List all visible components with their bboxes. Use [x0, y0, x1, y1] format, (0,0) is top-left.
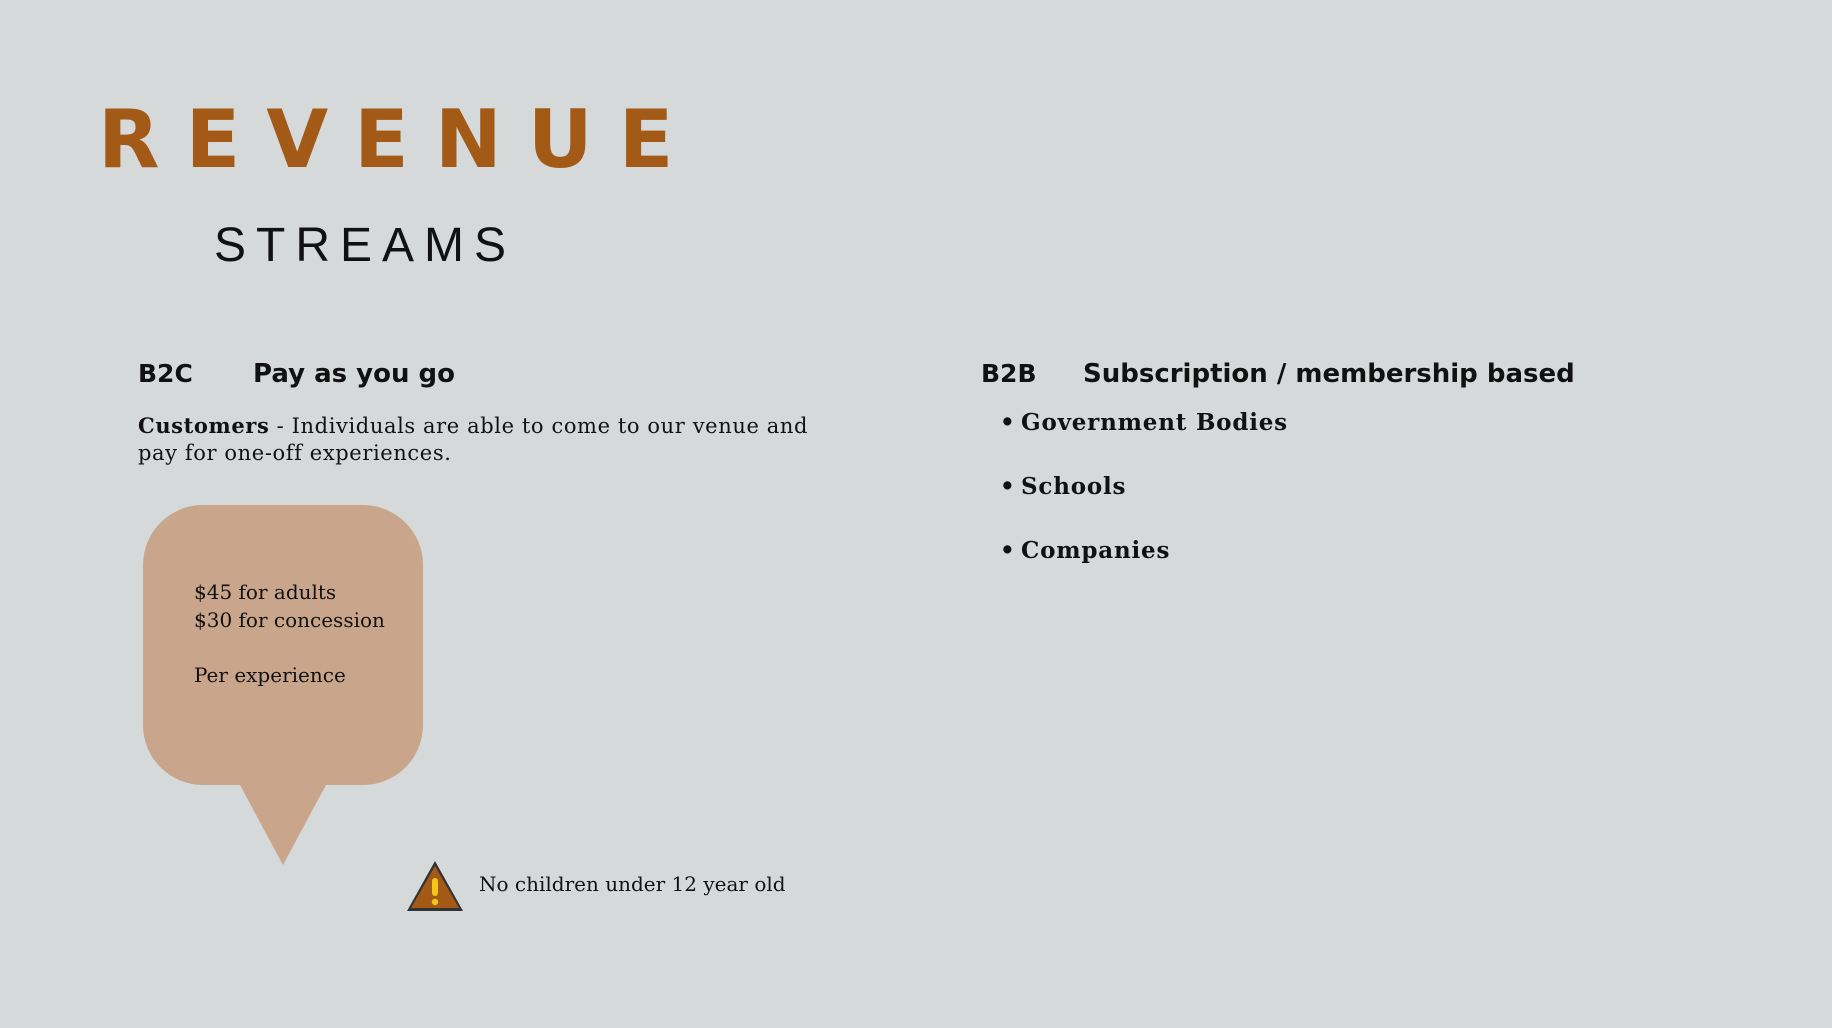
- pricing-speech-bubble-tail: [239, 783, 327, 865]
- list-item: [1000, 539, 1288, 603]
- bullet-icon: •: [1000, 409, 1016, 436]
- list-item: [1000, 475, 1288, 539]
- title-streams: STREAMS: [214, 219, 517, 272]
- b2c-heading: Pay as you go: [253, 359, 456, 389]
- b2c-tag: B2C: [138, 359, 193, 388]
- bullet-icon: •: [1000, 473, 1016, 500]
- price-adults: $45 for adults: [194, 580, 337, 604]
- title-revenue: REVENUE: [98, 93, 700, 186]
- price-concession: $30 for concession: [194, 608, 385, 632]
- customers-text: - Individuals are able to come to our venue and pay for one-off experiences.: [138, 414, 809, 465]
- price-unit: Per experience: [194, 663, 346, 687]
- customers-description: [138, 412, 838, 467]
- list-item-label: Schools: [1021, 473, 1127, 500]
- age-restriction-note: No children under 12 year old: [479, 872, 786, 896]
- customers-label: Customers: [138, 413, 270, 438]
- list-item-label: Companies: [1021, 537, 1171, 564]
- warning-triangle-icon: [404, 858, 466, 914]
- pricing-text: [194, 578, 385, 689]
- b2b-customer-list: [1000, 411, 1288, 603]
- list-item: [1000, 411, 1288, 475]
- list-item-label: Government Bodies: [1021, 409, 1288, 436]
- b2b-heading: Subscription / membership based: [1083, 359, 1575, 389]
- b2b-tag: B2B: [981, 359, 1037, 388]
- bullet-icon: •: [1000, 537, 1016, 564]
